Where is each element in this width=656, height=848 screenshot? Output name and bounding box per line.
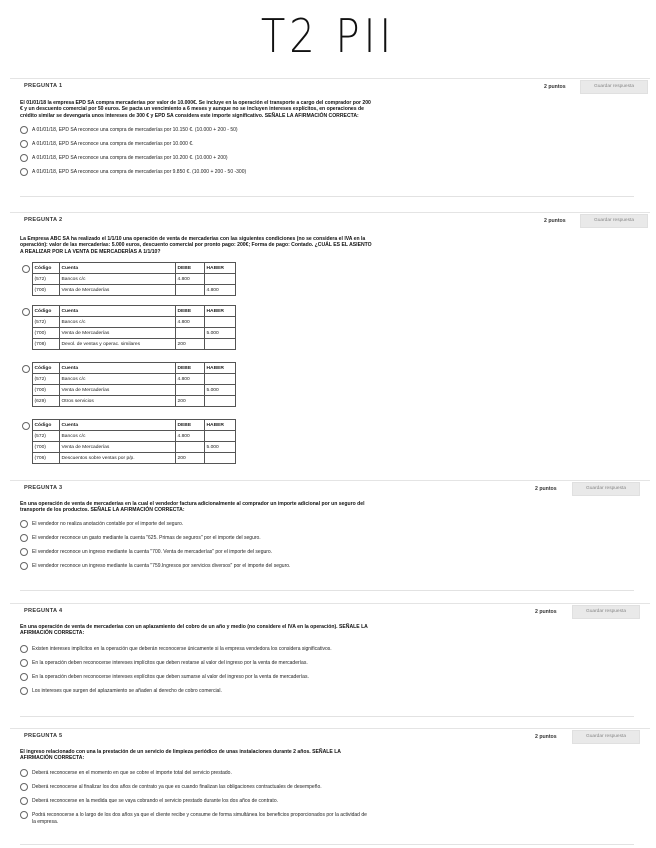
question-text-line: AFIRMACIÓN CORRECTA: xyxy=(20,630,85,637)
radio-button[interactable] xyxy=(20,168,28,176)
question-text-line: € y un descuento comercial por 50 euros. Se pacta un vencimiento a 6 meses y aunque no se incluyen intereses explícitos, en operaciones de xyxy=(20,106,364,113)
question-points: 2 puntos xyxy=(535,609,557,615)
table-cell xyxy=(176,442,205,453)
radio-button[interactable] xyxy=(20,140,28,148)
save-answer-button[interactable]: Guardar respuesta xyxy=(572,730,640,744)
table-cell: (572) xyxy=(33,431,60,442)
table-cell xyxy=(176,328,205,339)
table-cell: Venta de Mercaderías xyxy=(60,328,176,339)
question-title: PREGUNTA 3 xyxy=(24,485,63,491)
option-label: Deberá reconocerse en la medida que se vaya cobrando el servicio prestado durante los dos años de contrato. xyxy=(32,798,278,804)
table-cell: (708) xyxy=(33,339,60,350)
option-label: El vendedor reconoce un gasto mediante la cuenta "625. Primas de seguros" por el importe del seguro. xyxy=(32,535,261,541)
col-header-haber: HABER xyxy=(205,263,236,274)
table-cell: 5.000 xyxy=(205,442,236,453)
option-label: El vendedor no realiza anotación contable por el importe del seguro. xyxy=(32,521,184,527)
question-text xyxy=(20,236,372,255)
question-title: PREGUNTA 2 xyxy=(24,217,63,223)
journal-entry-table xyxy=(32,305,236,350)
table-row xyxy=(33,453,236,464)
table-cell: (572) xyxy=(33,317,60,328)
radio-button[interactable] xyxy=(20,673,28,681)
option-label-continuation: la empresa. xyxy=(32,819,59,825)
table-cell: (706) xyxy=(33,453,60,464)
option-label: El vendedor reconoce un ingreso mediante la cuenta "759.Ingresos por servicios diversos" por el importe del seguro. xyxy=(32,563,291,569)
table-cell: 5.000 xyxy=(205,385,236,396)
radio-button[interactable] xyxy=(20,769,28,777)
question-header xyxy=(10,480,650,498)
journal-entry-table xyxy=(32,419,236,464)
table-cell: (700) xyxy=(33,385,60,396)
divider xyxy=(20,590,634,591)
table-row xyxy=(33,317,236,328)
divider xyxy=(20,716,634,717)
question-text xyxy=(20,100,371,119)
page-title: T2 PII xyxy=(260,10,396,64)
option-label: En la operación deben reconocerse intereses explícitos que deben sumarse al valor del ingreso por la venta de mercaderías. xyxy=(32,674,309,680)
table-cell xyxy=(176,385,205,396)
table-row xyxy=(33,328,236,339)
col-header-haber: HABER xyxy=(205,363,236,374)
divider xyxy=(20,844,634,845)
option-label: Deberá reconocerse en el momento en que se cobre el importe total del servicio prestado. xyxy=(32,770,232,776)
option-label: Los intereses que surgen del aplazamiento se añaden al derecho de cobro comercial. xyxy=(32,688,222,694)
question-points: 2 puntos xyxy=(535,486,557,492)
question-header xyxy=(10,78,650,96)
question-title: PREGUNTA 4 xyxy=(24,608,63,614)
table-cell xyxy=(176,285,205,296)
col-header-codigo: Código xyxy=(33,420,60,431)
table-cell: (572) xyxy=(33,274,60,285)
question-text xyxy=(20,501,365,514)
question-text-line: crédito similar se devengaría unos intereses de 300 € y EPD SA considera este importe significativo. SEÑALE LA AFIRMACIÓN CORRECTA: xyxy=(20,112,359,119)
question-points: 2 puntos xyxy=(535,734,557,740)
save-answer-button[interactable]: Guardar respuesta xyxy=(580,80,648,94)
radio-button[interactable] xyxy=(20,548,28,556)
question-text xyxy=(20,749,341,762)
radio-button[interactable] xyxy=(20,811,28,819)
option-label: Existen intereses implícitos en la operación que deberán reconocerse únicamente si la empresa vendedora los considera significativos. xyxy=(32,646,332,652)
table-cell: Otros servicios xyxy=(60,396,176,407)
question-header xyxy=(10,603,650,621)
question-text-line: transporte de los productos. SEÑALE LA AFIRMACIÓN CORRECTA: xyxy=(20,507,185,514)
table-cell: (700) xyxy=(33,328,60,339)
question-points: 2 puntos xyxy=(544,218,566,224)
question-text-line: AFIRMACIÓN CORRECTA: xyxy=(20,755,85,762)
table-cell: 200 xyxy=(176,339,205,350)
question-5 xyxy=(10,728,650,843)
table-cell xyxy=(205,339,236,350)
journal-entry-table xyxy=(32,362,236,407)
radio-button[interactable] xyxy=(22,265,30,273)
table-cell: 4.800 xyxy=(176,374,205,385)
table-cell xyxy=(205,431,236,442)
table-cell: 4.800 xyxy=(205,285,236,296)
option-label: En la operación deben reconocerse intereses implícitos que deben restarse al valor del ingreso por la venta de mercaderías. xyxy=(32,660,308,666)
col-header-cuenta: Cuenta xyxy=(60,363,176,374)
table-cell: (700) xyxy=(33,285,60,296)
table-cell: Venta de Mercaderías xyxy=(60,285,176,296)
option-label: El vendedor reconoce un ingreso mediante la cuenta "700. Venta de mercaderías" por el importe del seguro. xyxy=(32,549,273,555)
radio-button[interactable] xyxy=(20,797,28,805)
table-cell: 200 xyxy=(176,396,205,407)
question-3 xyxy=(10,480,650,590)
question-title: PREGUNTA 5 xyxy=(24,733,63,739)
table-cell xyxy=(205,274,236,285)
col-header-codigo: Código xyxy=(33,306,60,317)
option-label: A 01/01/18, EPD SA reconoce una compra de mercaderías por 10.150 €. (10.000 + 200 - 50) xyxy=(32,127,238,133)
radio-button[interactable] xyxy=(22,422,30,430)
col-header-debe: DEBE xyxy=(176,420,205,431)
question-2 xyxy=(10,212,650,478)
option-label: Deberá reconocerse al finalizar los dos años de contrato ya que es cuando finalizan las obligaciones contractuales de desempeño. xyxy=(32,784,322,790)
table-cell: (700) xyxy=(33,442,60,453)
table-row xyxy=(33,396,236,407)
question-text-line: En una operación de venta de mercaderías con un aplazamiento del cobro de un año y medio (no considere el IVA en la operación). SEÑALE LA xyxy=(20,624,368,630)
option-label: A 01/01/18, EPD SA reconoce una compra de mercaderías por 9.850 €. (10.000 + 200 - 50 -300) xyxy=(32,169,247,175)
save-answer-button[interactable]: Guardar respuesta xyxy=(580,214,648,228)
col-header-debe: DEBE xyxy=(176,306,205,317)
table-row xyxy=(33,285,236,296)
table-cell: Descuentos sobre ventas por p/p. xyxy=(60,453,176,464)
table-cell: 200 xyxy=(176,453,205,464)
table-cell: (572) xyxy=(33,374,60,385)
radio-button[interactable] xyxy=(20,783,28,791)
table-row xyxy=(33,385,236,396)
table-cell xyxy=(205,453,236,464)
col-header-codigo: Código xyxy=(33,263,60,274)
save-answer-button[interactable]: Guardar respuesta xyxy=(572,482,640,496)
radio-button[interactable] xyxy=(20,562,28,570)
question-header xyxy=(10,212,650,230)
question-header xyxy=(10,728,650,746)
question-text-line: operación): valor de las mercaderías: 5.000 euros, descuento comercial por pronto pago: 200€; Forma de pago: Contado. ¿CUÁL ES EL ASIENTO xyxy=(20,242,372,249)
question-text-line: A REALIZAR POR LA VENTA DE MERCADERÍAS A 1/1/10? xyxy=(20,248,161,255)
question-text-line: El ingreso relacionado con una la prestación de un servicio de limpieza periódico de unas instalaciones durante 2 años. SEÑALE LA xyxy=(20,749,341,755)
col-header-debe: DEBE xyxy=(176,263,205,274)
col-header-debe: DEBE xyxy=(176,363,205,374)
radio-button[interactable] xyxy=(22,365,30,373)
col-header-cuenta: Cuenta xyxy=(60,420,176,431)
col-header-haber: HABER xyxy=(205,420,236,431)
radio-button[interactable] xyxy=(22,308,30,316)
table-cell: 4.800 xyxy=(176,274,205,285)
col-header-haber: HABER xyxy=(205,306,236,317)
option-label: A 01/01/18, EPD SA reconoce una compra de mercaderías por 10.000 €. xyxy=(32,141,194,147)
table-cell: Devol. de ventas y operac. similares xyxy=(60,339,176,350)
radio-button[interactable] xyxy=(20,687,28,695)
table-cell: Bancos c/c xyxy=(60,317,176,328)
table-cell: Venta de Mercaderías xyxy=(60,442,176,453)
question-points: 2 puntos xyxy=(544,84,566,90)
question-text xyxy=(20,624,368,637)
table-cell: 4.800 xyxy=(176,317,205,328)
table-cell: Bancos c/c xyxy=(60,431,176,442)
table-row xyxy=(33,274,236,285)
divider xyxy=(20,196,634,197)
table-cell xyxy=(205,374,236,385)
question-4 xyxy=(10,603,650,713)
question-title: PREGUNTA 1 xyxy=(24,83,63,89)
question-text-line: El 01/01/18 la empresa EPD SA compra mercaderías por valor de 10.000€. Se incluye en la operación el transporte a cargo del comprador por 200 xyxy=(20,100,371,106)
table-cell xyxy=(205,396,236,407)
table-cell: (629) xyxy=(33,396,60,407)
table-row xyxy=(33,431,236,442)
table-row xyxy=(33,339,236,350)
radio-button[interactable] xyxy=(20,154,28,162)
radio-button[interactable] xyxy=(20,659,28,667)
table-cell: Venta de Mercaderías xyxy=(60,385,176,396)
table-cell: Bancos c/c xyxy=(60,374,176,385)
radio-button[interactable] xyxy=(20,520,28,528)
table-cell: 4.800 xyxy=(176,431,205,442)
option-label: Podrá reconocerse a lo largo de los dos años ya que el cliente recibe y consume de forma simultánea los beneficios proporcionados por la actividad de xyxy=(32,812,367,818)
question-text-line: En una operación de venta de mercaderías en la cual el vendedor factura adicionalmente al comprador un importe adicional por un seguro del xyxy=(20,501,365,507)
table-cell: Bancos c/c xyxy=(60,274,176,285)
radio-button[interactable] xyxy=(20,126,28,134)
journal-entry-table xyxy=(32,262,236,296)
option-label: A 01/01/18, EPD SA reconoce una compra de mercaderías por 10.200 €. (10.000 + 200) xyxy=(32,155,228,161)
table-cell: 5.000 xyxy=(205,328,236,339)
radio-button[interactable] xyxy=(20,645,28,653)
save-answer-button[interactable]: Guardar respuesta xyxy=(572,605,640,619)
table-row xyxy=(33,442,236,453)
question-text-line: La Empresa ABC SA ha realizado el 1/1/10 una operación de venta de mercaderías con las siguientes condiciones (no se considera el IVA en la xyxy=(20,236,366,242)
col-header-codigo: Código xyxy=(33,363,60,374)
table-cell xyxy=(205,317,236,328)
col-header-cuenta: Cuenta xyxy=(60,306,176,317)
radio-button[interactable] xyxy=(20,534,28,542)
table-row xyxy=(33,374,236,385)
question-1 xyxy=(10,78,650,208)
col-header-cuenta: Cuenta xyxy=(60,263,176,274)
